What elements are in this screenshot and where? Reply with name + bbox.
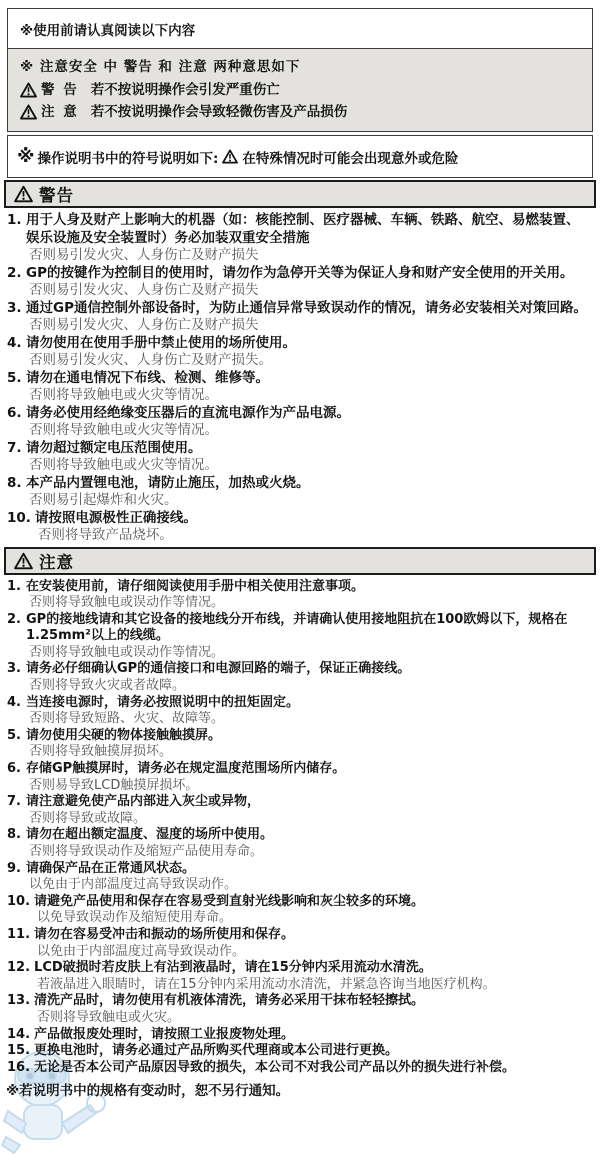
warning-item bbox=[7, 335, 592, 370]
item-note: 否则将导致短路、火灾、故障等。 bbox=[29, 711, 225, 727]
item-note: 否则易引发火灾、人身伤亡及财产损失 bbox=[29, 247, 259, 263]
item-text: 用于人身及财产上影响大的机器（如：核能控制、医疗器械、车辆、铁路、航空、易燃装置、娱乐设施及安全装置时）务必加装双重安全措施 bbox=[26, 212, 580, 246]
item-text: 产品做报废处理时，请按照工业报废物处理。 bbox=[34, 1026, 295, 1042]
item-number: 15. bbox=[7, 1043, 31, 1059]
item-note: 否则将导致触电或火灾等情况。 bbox=[29, 457, 218, 473]
item-number: 3. bbox=[7, 661, 21, 677]
item-number: 16. bbox=[7, 1059, 31, 1075]
intro-text: ※使用前请认真阅读以下内容 bbox=[20, 22, 196, 39]
item-note: 以免导致误动作及缩短使用寿命。 bbox=[37, 910, 233, 926]
legend-label: 注 意 bbox=[41, 103, 79, 120]
warning-item bbox=[7, 300, 592, 335]
warning-item bbox=[7, 440, 592, 475]
item-number: 2. bbox=[7, 264, 22, 281]
item-number: 14. bbox=[7, 1026, 31, 1042]
legend-title: ※ 注意安全 中 警告 和 注意 两种意思如下 bbox=[20, 59, 301, 75]
item-text: 请勿使用尖硬的物体接触触摸屏。 bbox=[26, 727, 222, 743]
item-note: 否则易引起爆炸和火灾。 bbox=[29, 492, 178, 508]
item-number: 4. bbox=[7, 694, 21, 710]
reference-mark: ※ bbox=[17, 146, 35, 167]
caution-item bbox=[7, 579, 592, 612]
item-note: 否则将导致或故障。 bbox=[29, 810, 147, 826]
caution-item bbox=[7, 761, 592, 794]
caution-list bbox=[7, 579, 592, 1077]
item-number: 6. bbox=[7, 761, 21, 777]
item-text: 无论是否本公司产品原因导致的损失，本公司不对我公司产品以外的损失进行补偿。 bbox=[34, 1059, 516, 1075]
item-number: 7. bbox=[7, 439, 22, 456]
item-number: 11. bbox=[7, 926, 31, 942]
warning-triangle-icon bbox=[20, 82, 37, 98]
warning-item bbox=[7, 265, 592, 300]
item-text: LCD破损时若皮肤上有沾到液晶时，请在15分钟内采用流动水清洗。 bbox=[34, 960, 432, 976]
item-note: 以免由于内部温度过高导致误动作。 bbox=[29, 877, 238, 893]
legend-desc: 若不按说明操作会引发严重伤亡 bbox=[90, 81, 280, 98]
warning-triangle-icon bbox=[14, 552, 33, 570]
legend-row-warning bbox=[20, 82, 580, 98]
item-text: 存储GP触摸屏时，请务必在规定温度范围场所内储存。 bbox=[26, 761, 346, 777]
item-note: 否则易引发火灾、人身伤亡及财产损失。 bbox=[29, 352, 272, 368]
caution-item bbox=[7, 1043, 592, 1060]
caution-item bbox=[7, 612, 592, 662]
legend-row-caution bbox=[20, 104, 580, 120]
item-number: 8. bbox=[7, 474, 22, 491]
warning-triangle-icon bbox=[222, 149, 238, 164]
item-text: 请按照电源极性正确接线。 bbox=[34, 509, 197, 526]
warning-section-title: 警告 bbox=[39, 186, 74, 205]
item-note: 否则将导致触电或误动作等情况。 bbox=[29, 644, 225, 660]
item-note: 否则易导致LCD触摸屏损坏。 bbox=[29, 777, 199, 793]
warning-item bbox=[7, 212, 592, 265]
item-note: 否则易引发火灾、人身伤亡及财产损失 bbox=[29, 282, 259, 298]
item-text: 请避免产品使用和保存在容易受到直射光线影响和灰尘较多的环境。 bbox=[34, 893, 425, 909]
item-text: GP的按键作为控制目的使用时，请勿作为急停开关等为保证人身和财产安全使用的开关用。 bbox=[26, 264, 574, 281]
item-text: 清洗产品时，请勿使用有机液体清洗，请务必采用干抹布轻轻擦拭。 bbox=[34, 993, 425, 1009]
item-note: 以免由于内部温度过高导致误动作。 bbox=[37, 943, 246, 959]
item-note: 否则将导致产品烧坏。 bbox=[37, 527, 173, 543]
item-number: 5. bbox=[7, 369, 22, 386]
item-text: 当连接电源时，请务必按照说明中的扭矩固定。 bbox=[26, 694, 300, 710]
warning-item bbox=[7, 405, 592, 440]
item-number: 7. bbox=[7, 794, 21, 810]
item-number: 1. bbox=[7, 578, 21, 594]
item-text: 请注意避免使产品内部进入灰尘或异物， bbox=[26, 794, 261, 810]
symbol-text-before: 操作说明书中的符号说明如下: bbox=[37, 150, 219, 167]
item-note: 否则易引发火灾、人身伤亡及财产损失 bbox=[29, 317, 259, 333]
caution-item bbox=[7, 1027, 592, 1044]
item-note: 否则将导致火灾或者故障。 bbox=[29, 678, 186, 694]
item-text: 通过GP通信控制外部设备时，为防止通信异常导致误动作的情况，请务必安装相关对策回路。 bbox=[26, 299, 587, 316]
item-text: 请勿在超出额定温度、湿度的场所中使用。 bbox=[26, 827, 274, 843]
item-note: 若液晶进入眼睛时，请在15分钟内采用流动水清洗，并紧急咨询当地医疗机构。 bbox=[37, 976, 496, 992]
intro-box bbox=[7, 8, 593, 49]
caution-item bbox=[7, 993, 592, 1026]
warning-item bbox=[7, 510, 592, 545]
item-number: 9. bbox=[7, 860, 21, 876]
item-note: 否则将导致触电或火灾等情况。 bbox=[29, 422, 218, 438]
caution-item bbox=[7, 695, 592, 728]
caution-section-header bbox=[4, 547, 596, 575]
item-text: 请确保产品在正常通风状态。 bbox=[26, 860, 196, 876]
item-text: 请勿超过额定电压范围使用。 bbox=[26, 439, 202, 456]
item-text: 在安装使用前，请仔细阅读使用手册中相关使用注意事项。 bbox=[26, 578, 365, 594]
item-text: 请勿在容易受冲击和振动的场所使用和保存。 bbox=[34, 926, 295, 942]
caution-item bbox=[7, 661, 592, 694]
symbol-text-after: 在特殊情况时可能会出现意外或危险 bbox=[242, 150, 459, 167]
warning-item bbox=[7, 475, 592, 510]
item-number: 8. bbox=[7, 827, 21, 843]
caution-section-title: 注意 bbox=[39, 552, 74, 572]
item-text: 请勿使用在使用手册中禁止使用的场所使用。 bbox=[26, 334, 296, 351]
caution-item bbox=[7, 861, 592, 894]
symbol-note-box bbox=[7, 135, 593, 178]
item-note: 否则将导致触电或火灾。 bbox=[37, 1009, 181, 1025]
item-number: 4. bbox=[7, 334, 22, 351]
caution-item bbox=[7, 960, 592, 993]
item-number: 12. bbox=[7, 960, 31, 976]
item-number: 2. bbox=[7, 611, 21, 627]
warning-section-header bbox=[4, 180, 596, 208]
warning-list bbox=[7, 212, 592, 545]
warning-triangle-icon bbox=[20, 104, 37, 120]
legend-label: 警 告 bbox=[41, 81, 79, 98]
item-number: 1. bbox=[7, 212, 22, 228]
item-text: GP的接地线请和其它设备的接地线分开布线，并请确认使用接地阻抗在100欧姆以下，规格在1.25mm²以上的线缆。 bbox=[26, 611, 568, 644]
item-note: 否则将导致触电或误动作等情况。 bbox=[29, 595, 225, 611]
item-number: 6. bbox=[7, 404, 22, 421]
item-note: 否则将导致误动作及缩短产品使用寿命。 bbox=[29, 844, 264, 859]
caution-item bbox=[7, 728, 592, 761]
warning-item bbox=[7, 370, 592, 405]
item-text: 请务必仔细确认GP的通信接口和电源回路的端子，保证正确接线。 bbox=[26, 661, 411, 677]
item-text: 请务必使用经绝缘变压器后的直流电源作为产品电源。 bbox=[26, 404, 350, 421]
legend-desc: 若不按说明操作会导致轻微伤害及产品损伤 bbox=[90, 103, 348, 120]
item-number: 13. bbox=[7, 993, 31, 1009]
caution-item bbox=[7, 927, 592, 960]
caution-item bbox=[7, 794, 592, 827]
caution-item bbox=[7, 894, 592, 927]
item-number: 5. bbox=[7, 727, 21, 743]
item-note: 否则将导致触摸屏损坏。 bbox=[29, 744, 173, 760]
item-number: 3. bbox=[7, 299, 22, 316]
item-text: 更换电池时，请务必通过产品所购买代理商或本公司进行更换。 bbox=[34, 1043, 399, 1059]
caution-item bbox=[7, 827, 592, 860]
item-note: 否则将导致触电或火灾等情况。 bbox=[29, 387, 218, 403]
item-number: 10. bbox=[7, 893, 31, 909]
item-number: 10. bbox=[7, 509, 31, 526]
item-text: 请勿在通电情况下布线、检测、维修等。 bbox=[26, 369, 269, 386]
caution-item bbox=[7, 1060, 592, 1077]
warning-triangle-icon bbox=[14, 185, 33, 203]
footer-note: ※若说明书中的规格有变动时，恕不另行通知。 bbox=[6, 1083, 290, 1100]
item-text: 本产品内置锂电池，请防止施压，加热或火烧。 bbox=[26, 474, 310, 491]
safety-legend-box bbox=[7, 48, 593, 132]
